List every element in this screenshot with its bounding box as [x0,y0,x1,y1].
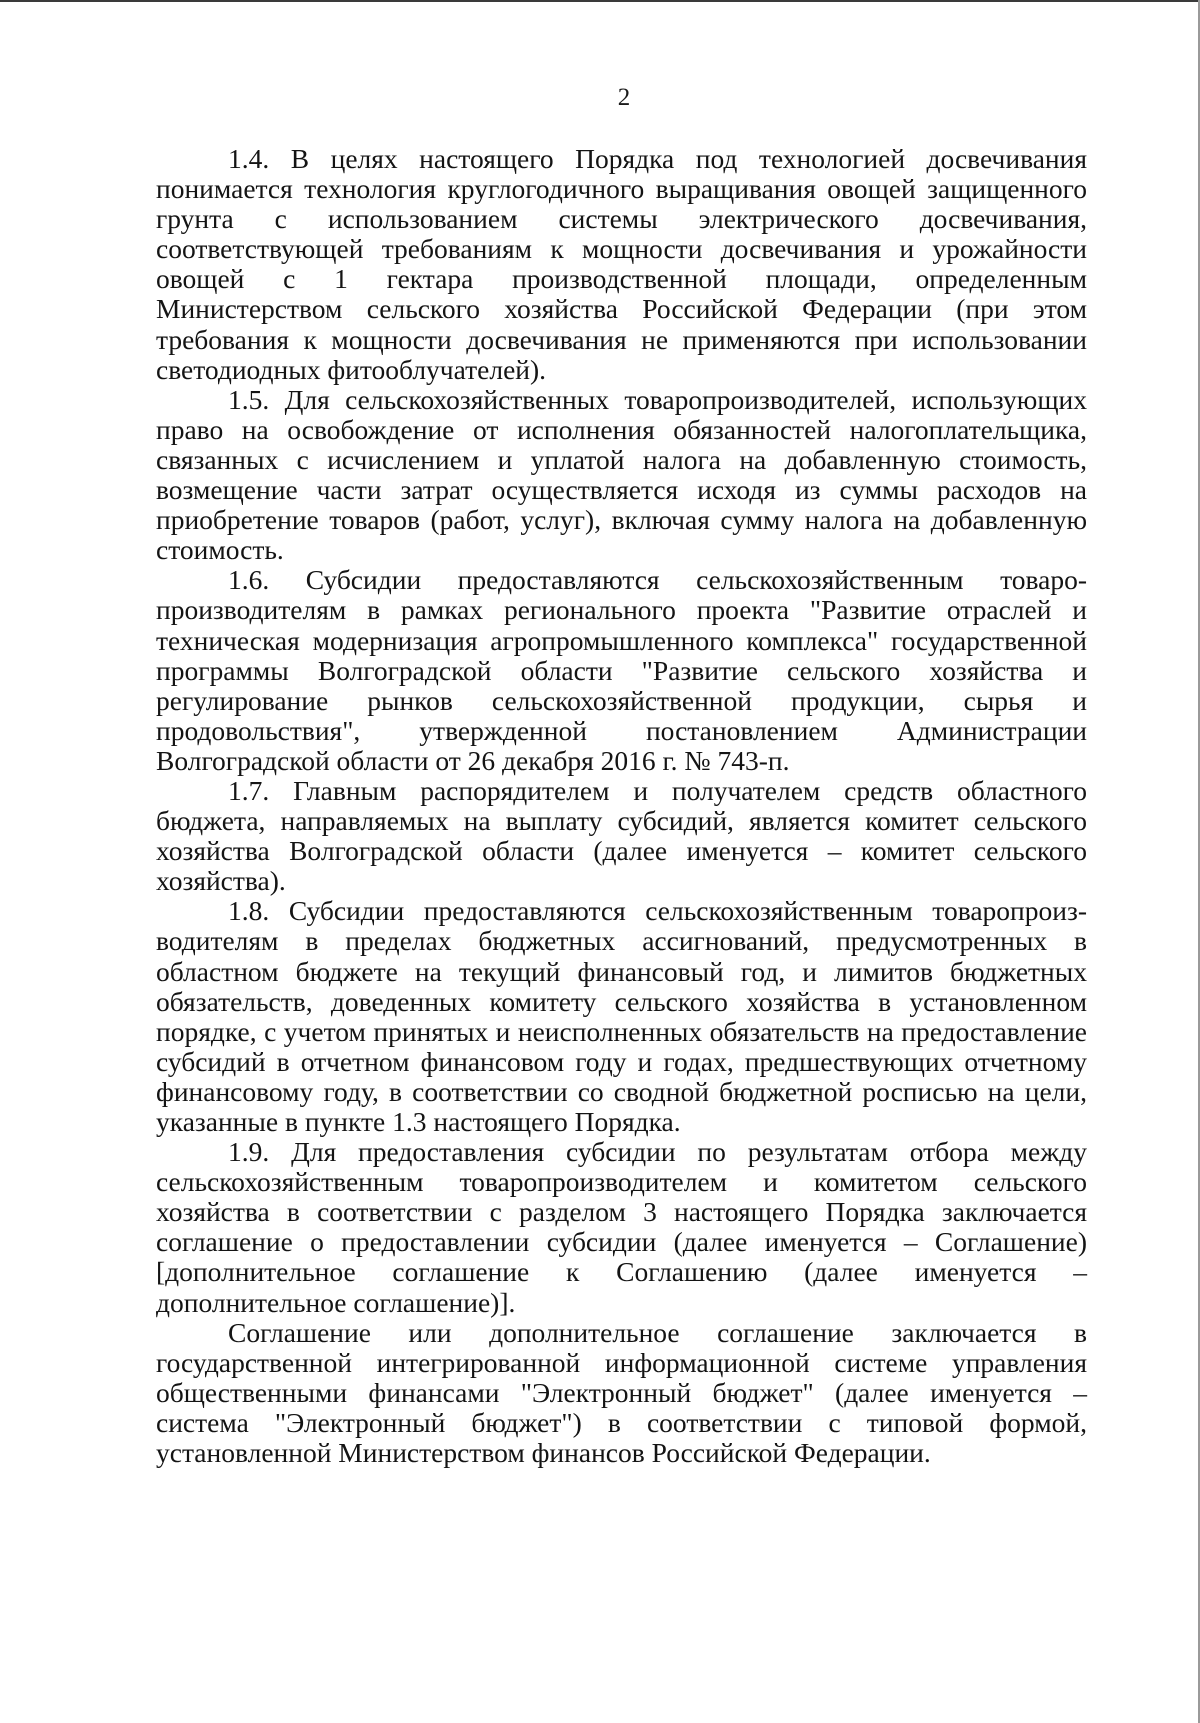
paragraph-1-9: 1.9. Для предоставления субсидии по результатам отбора между сельскохозяйственным товаропроизводителем и комитетом сельского хозяйства в соответствии с разделом 3 настоящего Порядка заключается соглашение о предоставлении субсидии (далее именуется – Соглашение) [дополнительное соглашение к Соглашению (далее именуется – дополнительное соглашение)]. [156,1136,1087,1318]
paragraph-1-5: 1.5. Для сельскохозяйственных товаропроизводителей, использующих право на освобождение от исполнения обязанностей налогоплательщика, связанных с исчислением и уплатой налога на добавленную стоимость, возмещение части затрат осуществляется исходя из суммы расходов на приобретение товаров (работ, услуг), включая сумму налога на добавленную стоимость. [156,383,1087,566]
paragraph-1-6: 1.6. Субсидии предоставляются сельскохозяйственным товаро-производителям в рамках регионального проекта "Развитие отраслей и техническая модернизация агропромышленного комплекса" государственной программы Волгоградской области "Развитие сельского хозяйства и регулирование рынков сельскохозяйственной продукции, сырья и продовольствия", утвержденной постановлением Администрации Волгоградской области от 26 декабря 2016 г. № 743-п. [156,564,1087,776]
scan-edge-top [0,0,1200,2]
paragraph-1-8: 1.8. Субсидии предоставляются сельскохозяйственным товаропроиз-водителям в пределах бюджетных ассигнований, предусмотренных в областном бюджете на текущий финансовый год, и лимитов бюджетных обязательств, доведенных комитету сельского хозяйства в установленном порядке, с учетом принятых и неисполненных обязательств на предоставление субсидий в отчетном финансовом году и годах, предшествующих отчетному финансовому году, в соответствии со сводной бюджетной росписью на цели, указанные в пункте 1.3 настоящего Порядка. [156,895,1087,1137]
paragraph-agreement-system: Соглашение или дополнительное соглашение заключается в государственной интегрированной информационной системе управления общественными финансами "Электронный бюджет" (далее именуется – система "Электронный бюджет") в соответствии с типовой формой, установленной Министерством финансов Российской Федерации. [156,1316,1087,1469]
document-body [156,144,1087,1468]
page-number: 2 [617,84,631,111]
paragraph-1-7: 1.7. Главным распорядителем и получателем средств областного бюджета, направляемых на выплату субсидий, является комитет сельского хозяйства Волгоградской области (далее именуется – комитет сельского хозяйства). [156,774,1087,897]
paragraph-1-4: 1.4. В целях настоящего Порядка под технологией досвечивания понимается технология круглогодичного выращивания овощей защищенного грунта с использованием системы электрического досвечивания, соответствующей требованиям к мощности досвечивания и урожайности овощей с 1 гектара производственной площади, определенным Министерством сельского хозяйства Российской Федерации (при этом требования к мощности досвечивания не применяются при использовании светодиодных фитооблучателей). [156,143,1087,385]
